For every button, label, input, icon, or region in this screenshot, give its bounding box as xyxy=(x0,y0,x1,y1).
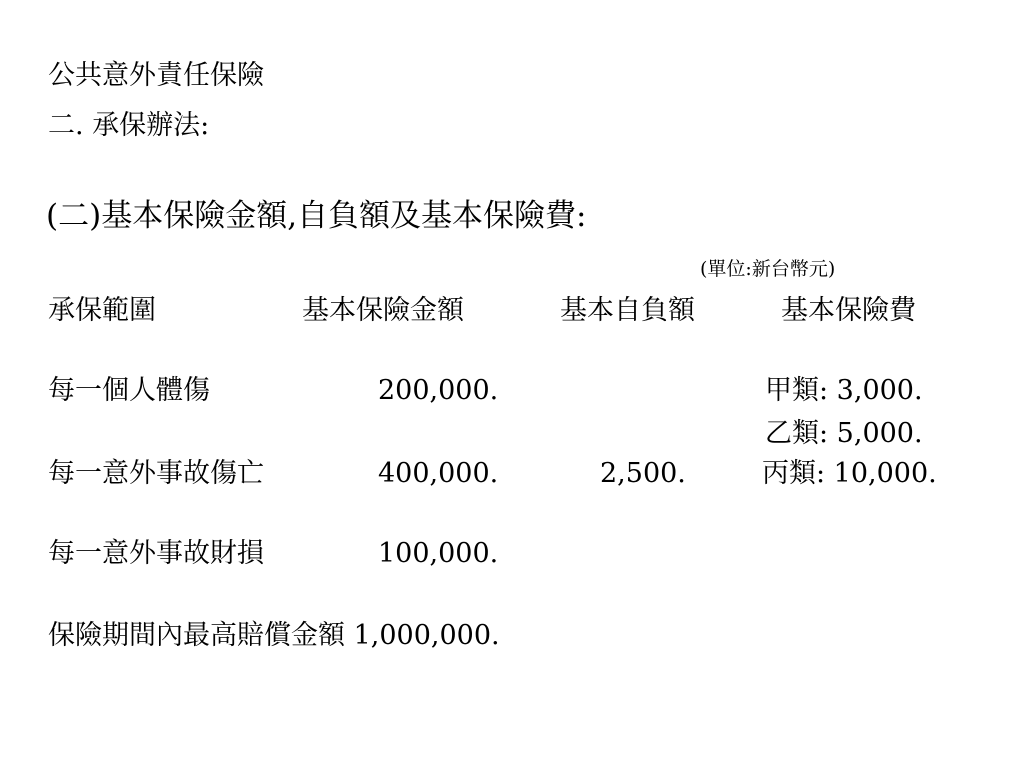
row-coverage: 每一個人體傷 xyxy=(48,375,210,406)
document-title: 公共意外責任保險 xyxy=(48,60,264,91)
header-coverage: 承保範圍 xyxy=(48,295,156,326)
unit-note: (單位:新台幣元) xyxy=(700,258,836,280)
row-coverage: 每一意外事故財損 xyxy=(48,538,264,569)
header-premium: 基本保險費 xyxy=(781,295,916,326)
row-insured-amount: 100,000. xyxy=(378,538,499,569)
row-premium: 乙類: 5,000. xyxy=(765,418,923,449)
header-insured-amount: 基本保險金額 xyxy=(302,295,464,326)
header-deductible: 基本自負額 xyxy=(560,295,695,326)
row-deductible: 2,500. xyxy=(600,458,686,489)
row-coverage: 每一意外事故傷亡 xyxy=(48,458,264,489)
section-heading: 二. 承保辦法: xyxy=(48,110,210,141)
row-premium: 丙類: 10,000. xyxy=(762,458,937,489)
subsection-heading: (二)基本保險金額,自負額及基本保險費: xyxy=(46,198,587,234)
row-insured-amount: 200,000. xyxy=(378,375,499,406)
row-insured-amount: 400,000. xyxy=(378,458,499,489)
max-compensation: 保險期間內最高賠償金額 1,000,000. xyxy=(48,620,500,651)
row-premium: 甲類: 3,000. xyxy=(765,375,923,406)
